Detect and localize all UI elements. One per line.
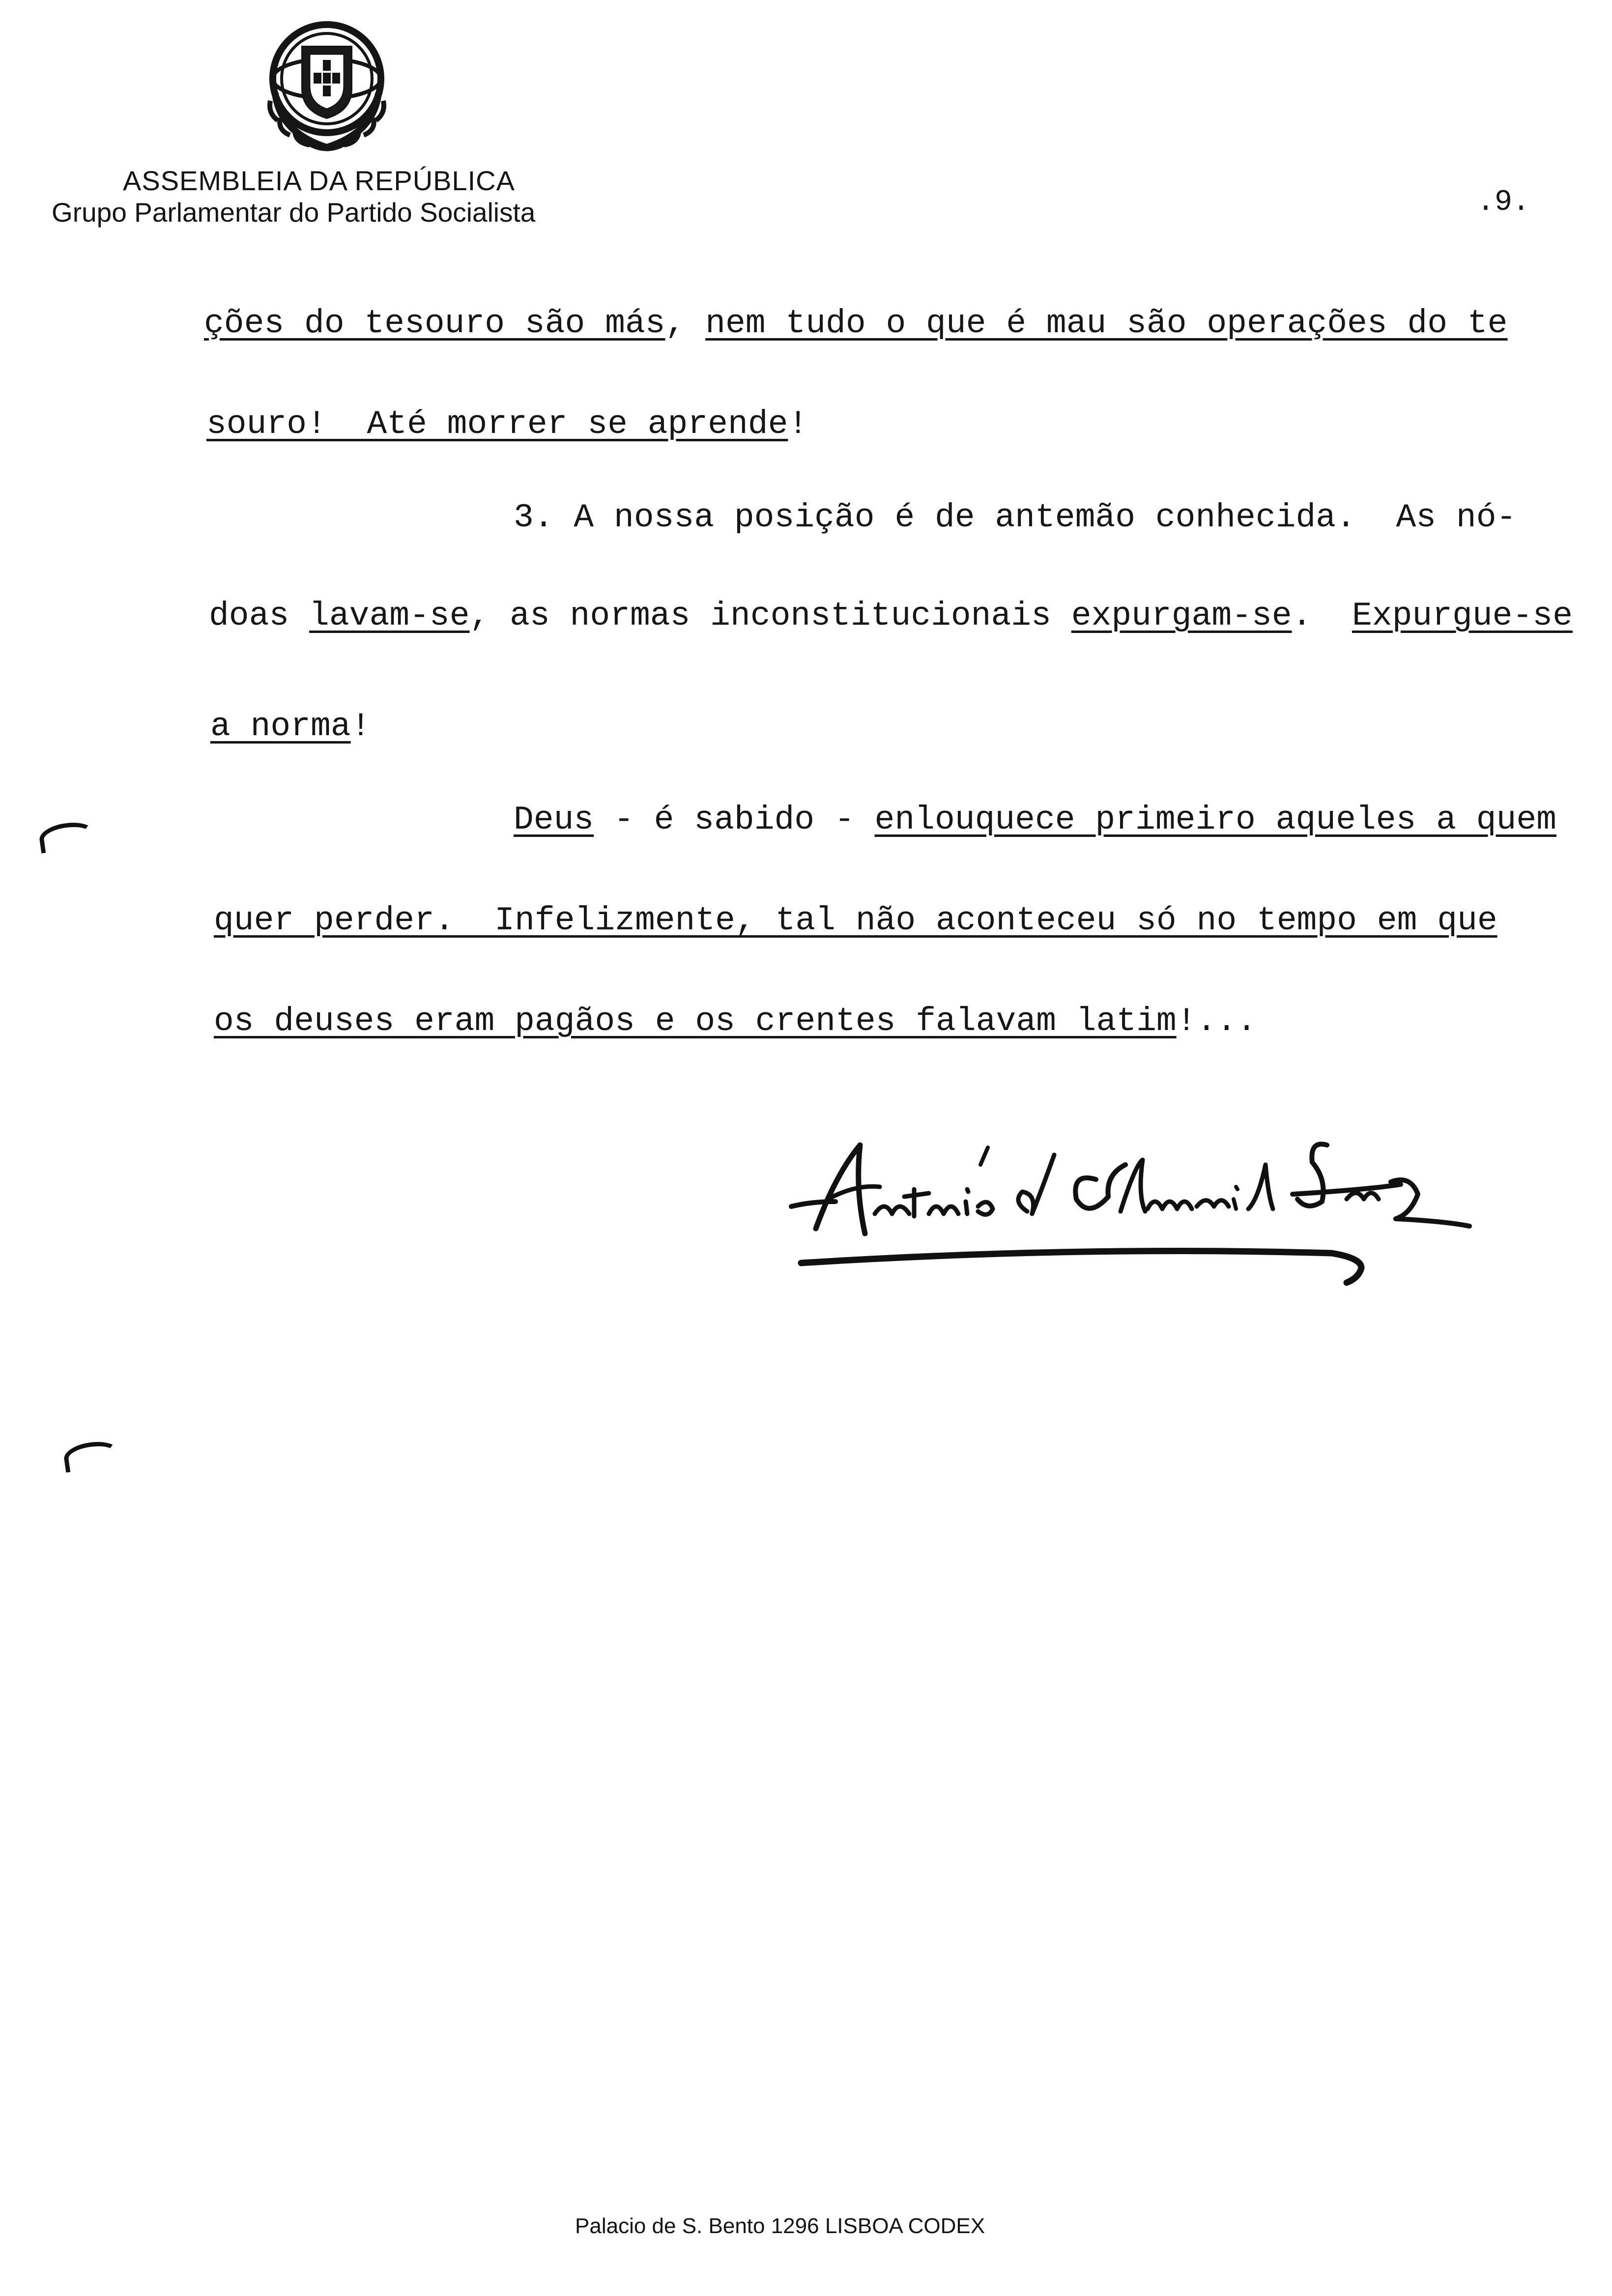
parliamentary-group: Grupo Parlamentar do Partido Socialista bbox=[52, 197, 536, 228]
body-line-3: 3. A nossa posição é de antemão conhecida. As nó- bbox=[514, 499, 1517, 537]
underlined-text: ções do tesouro são más bbox=[204, 305, 665, 343]
underlined-text: enlouquece primeiro aqueles a quem bbox=[874, 801, 1556, 839]
text-segment: . bbox=[1292, 597, 1352, 635]
body-line-2 bbox=[206, 405, 808, 443]
text-segment: ! bbox=[350, 708, 371, 746]
underlined-text: Deus bbox=[514, 801, 594, 839]
underlined-text: Expurgue-se bbox=[1352, 597, 1573, 635]
coat-of-arms-icon bbox=[260, 20, 393, 157]
footer-address: Palacio de S. Bento 1296 LISBOA CODEX bbox=[575, 2214, 985, 2238]
margin-mark bbox=[62, 1438, 121, 1472]
underlined-text: nem tudo o que é mau são operações do te bbox=[705, 305, 1508, 343]
text-segment: , as normas inconstitucionais bbox=[469, 597, 1071, 635]
text-segment: doas bbox=[209, 597, 310, 635]
underlined-text: os deuses eram pagãos e os crentes falavam latim bbox=[214, 1003, 1177, 1040]
handwritten-signature bbox=[781, 1116, 1499, 1312]
text-segment: , bbox=[665, 305, 706, 343]
page-number: .9. bbox=[1477, 186, 1530, 219]
text-segment: - é sabido - bbox=[594, 801, 875, 839]
body-line-7: quer perder. Infelizmente, tal não aconteceu só no tempo em que bbox=[214, 902, 1497, 940]
margin-mark bbox=[38, 819, 96, 853]
underlined-text: souro! Até morrer se aprende bbox=[206, 405, 788, 443]
body-line-8 bbox=[214, 1003, 1257, 1040]
text-segment: !... bbox=[1176, 1003, 1257, 1040]
underlined-text: a norma bbox=[210, 708, 351, 746]
organization-name: ASSEMBLEIA DA REPÚBLICA bbox=[123, 165, 515, 196]
body-line-5 bbox=[210, 708, 371, 746]
text-segment: ! bbox=[788, 405, 808, 443]
body-line-4 bbox=[209, 597, 1573, 635]
body-line-6 bbox=[514, 801, 1556, 839]
body-line-1 bbox=[204, 305, 1507, 343]
underlined-text: lavam-se bbox=[309, 597, 470, 635]
underlined-text: expurgam-se bbox=[1071, 597, 1292, 635]
